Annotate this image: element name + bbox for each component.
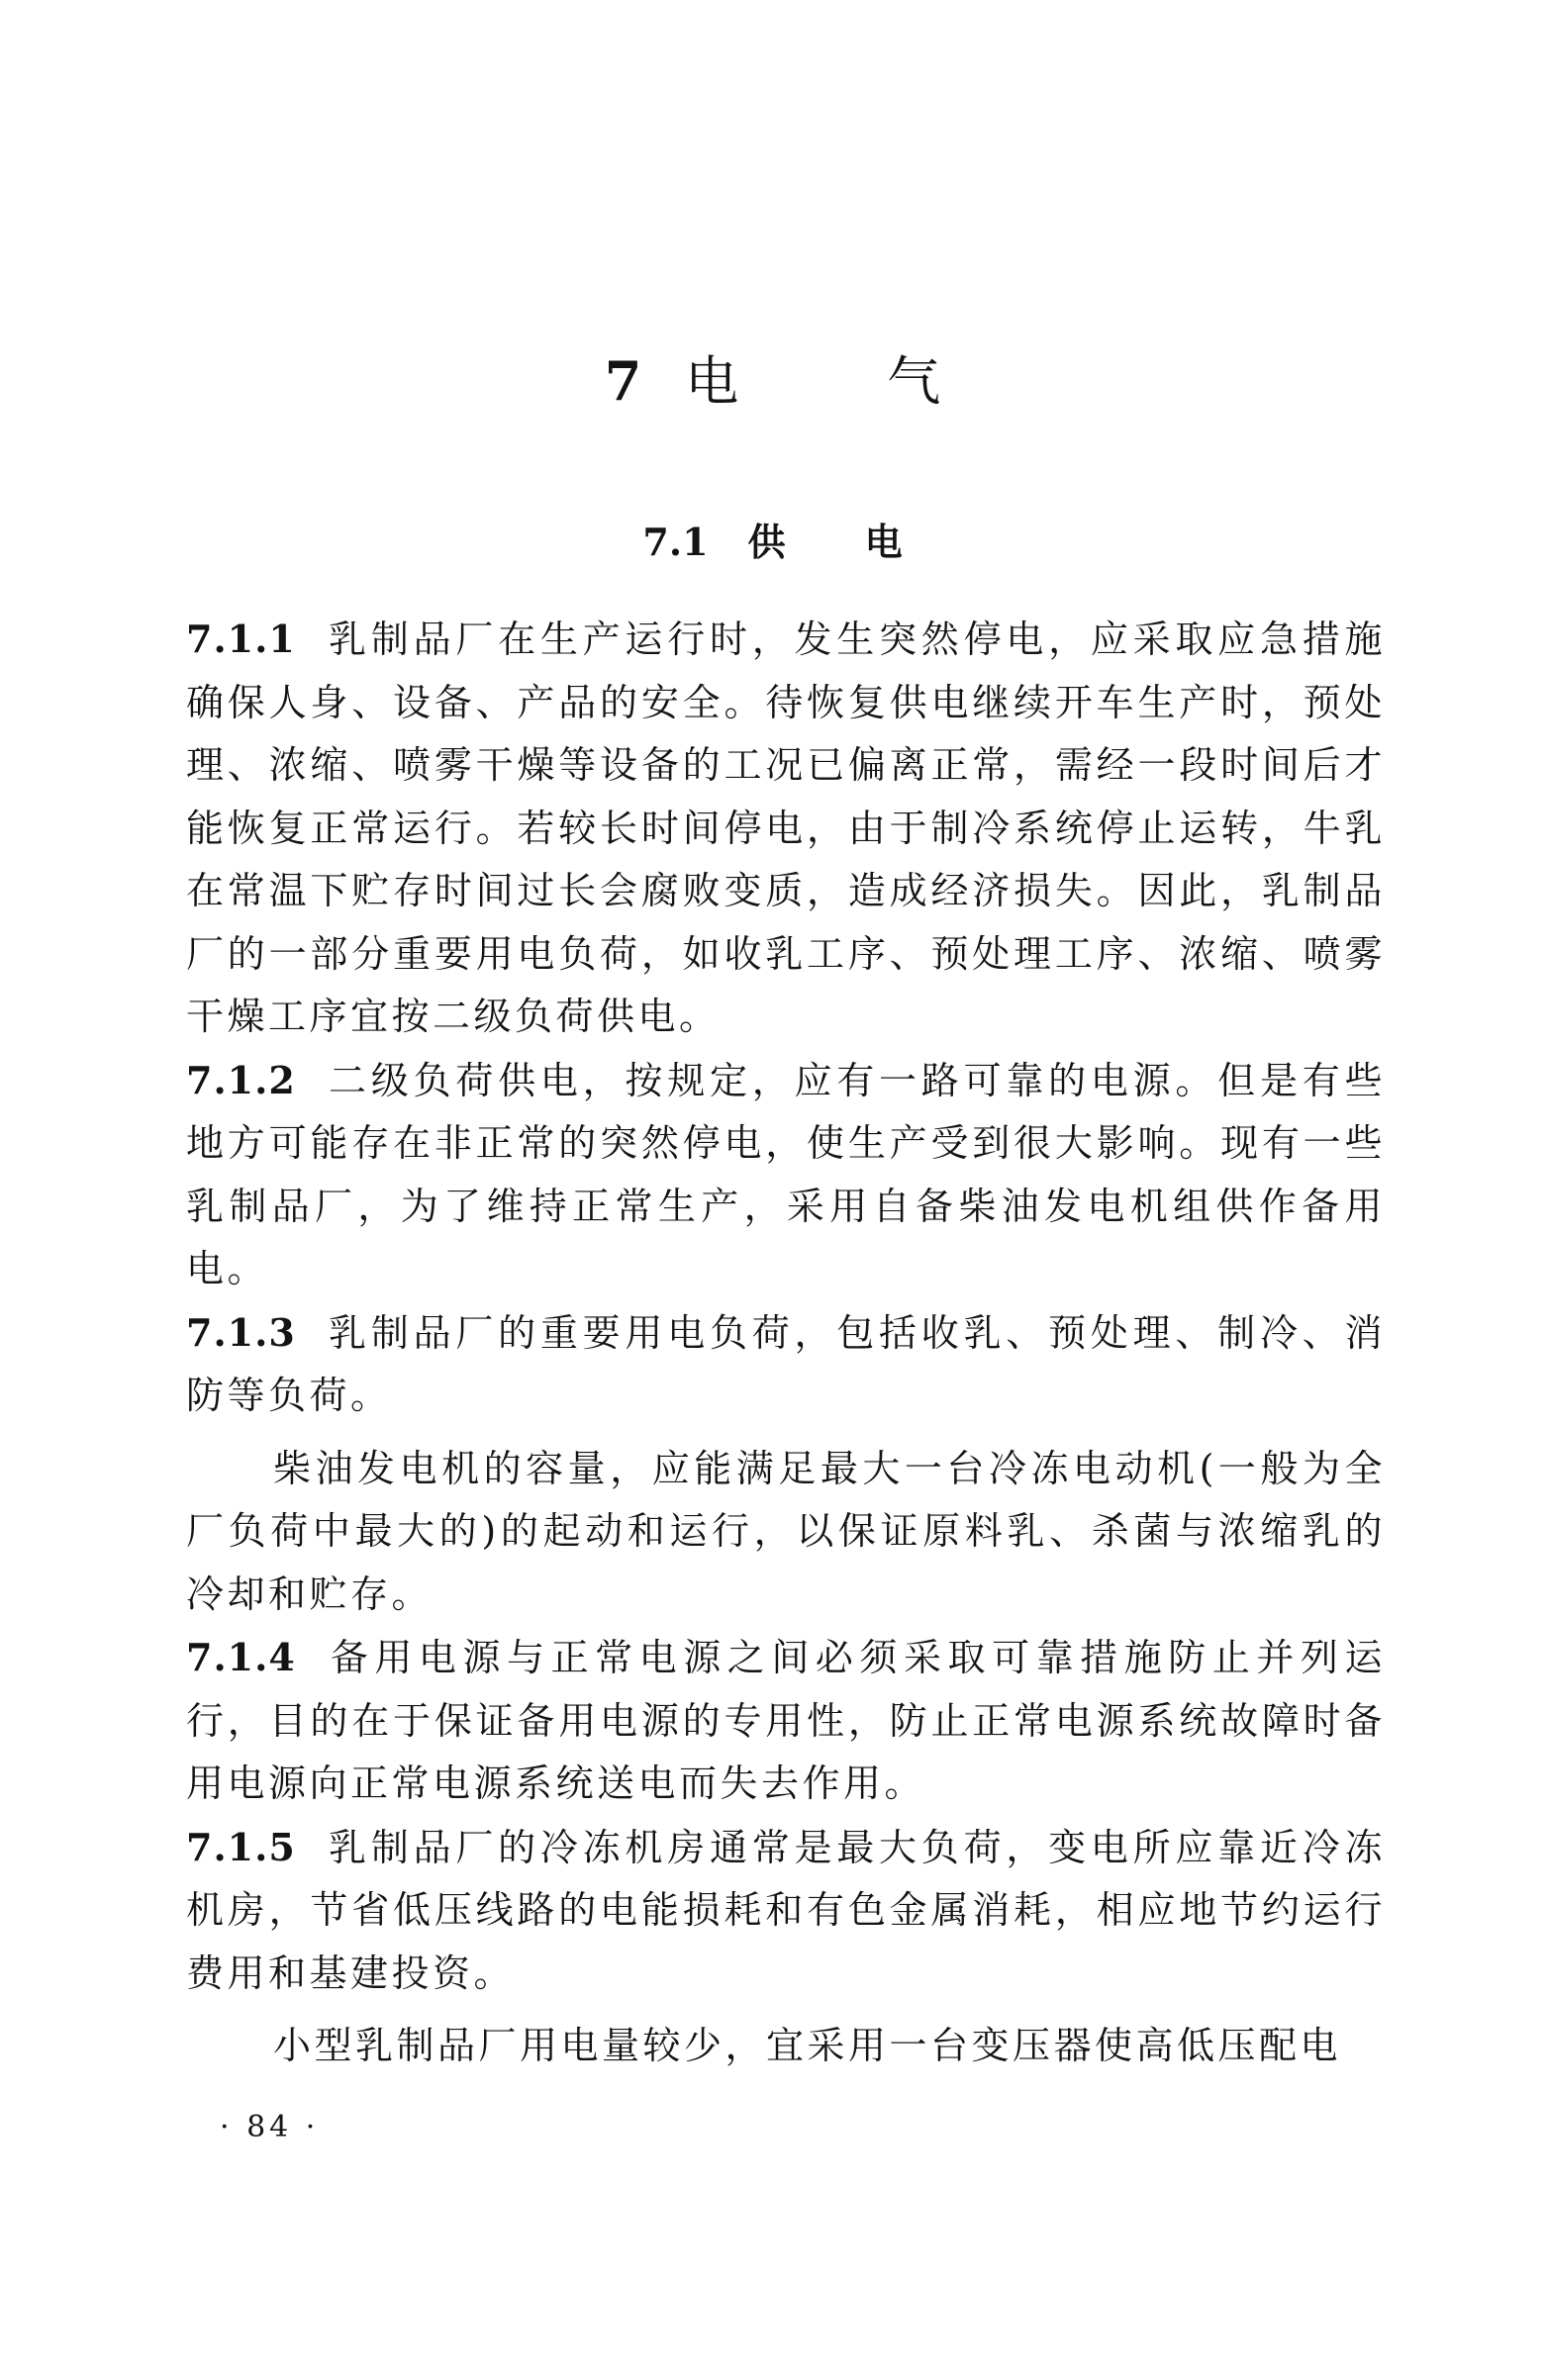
paragraph-7-1-5	[186, 1816, 1386, 2006]
paragraph-text: 二级负荷供电，按规定，应有一路可靠的电源。但是有些地方可能存在非正常的突然停电，使生产受到很大影响。现有一些乳制品厂，为了维持正常生产，采用自备柴油发电机组供作备用电。	[186, 1058, 1386, 1290]
paragraph-7-1-4	[186, 1626, 1386, 1816]
chapter-title-char-2: 气	[887, 350, 941, 413]
clause-number: 7.1.1	[186, 617, 296, 661]
section-title-char-2: 电	[864, 520, 903, 564]
paragraph-diesel-generator	[186, 1438, 1386, 1627]
paragraph-text: 备用电源与正常电源之间必须采取可靠措施防止并列运行，目的在于保证备用电源的专用性，防止正常电源系统故障时备用电源向正常电源系统送电而失去作用。	[186, 1636, 1386, 1805]
paragraph-text: 乳制品厂的重要用电负荷，包括收乳、预处理、制冷、消防等负荷。	[186, 1310, 1386, 1417]
clause-number: 7.1.5	[186, 1824, 296, 1869]
section-number: 7.1	[642, 520, 709, 564]
chapter-title-char-1: 电	[685, 350, 739, 413]
paragraph-text: 乳制品厂在生产运行时，发生突然停电，应采取应急措施确保人身、设备、产品的安全。待恢复供电继续开车生产时，预处理、浓缩、喷雾干燥等设备的工况已偏离正常，需经一段时间后才能恢复正常运行。若较长时间停电，由于制冷系统停止运转，牛乳在常温下贮存时间过长会腐败变质，造成经济损失。因此，乳制品厂的一部分重要用电负荷，如收乳工序、预处理工序、浓缩、喷雾干燥工序宜按二级负荷供电。	[186, 618, 1386, 1038]
page-number: · 84 ·	[220, 2110, 320, 2144]
paragraph-text: 乳制品厂的冷冻机房通常是最大负荷，变电所应靠近冷冻机房，节省低压线路的电能损耗和有色金属消耗，相应地节约运行费用和基建投资。	[186, 1825, 1386, 1995]
body-text	[186, 608, 1386, 2078]
paragraph-7-1-1	[186, 608, 1386, 1049]
chapter-number: 7	[604, 349, 642, 413]
paragraph-small-plant	[186, 2015, 1386, 2078]
section-title	[0, 513, 1545, 572]
chapter-title	[0, 346, 1545, 417]
section-title-char-1: 供	[747, 520, 786, 564]
clause-number: 7.1.3	[186, 1309, 296, 1355]
paragraph-7-1-2	[186, 1049, 1386, 1301]
paragraph-7-1-3	[186, 1301, 1386, 1428]
clause-number: 7.1.4	[186, 1635, 296, 1679]
paragraph-text: 小型乳制品厂用电量较少，宜采用一台变压器使高低压配电	[273, 2024, 1342, 2067]
paragraph-text: 柴油发电机的容量，应能满足最大一台冷冻电动机(一般为全厂负荷中最大的)的起动和运行，以保证原料乳、杀菌与浓缩乳的冷却和贮存。	[186, 1446, 1386, 1616]
clause-number: 7.1.2	[186, 1057, 296, 1102]
